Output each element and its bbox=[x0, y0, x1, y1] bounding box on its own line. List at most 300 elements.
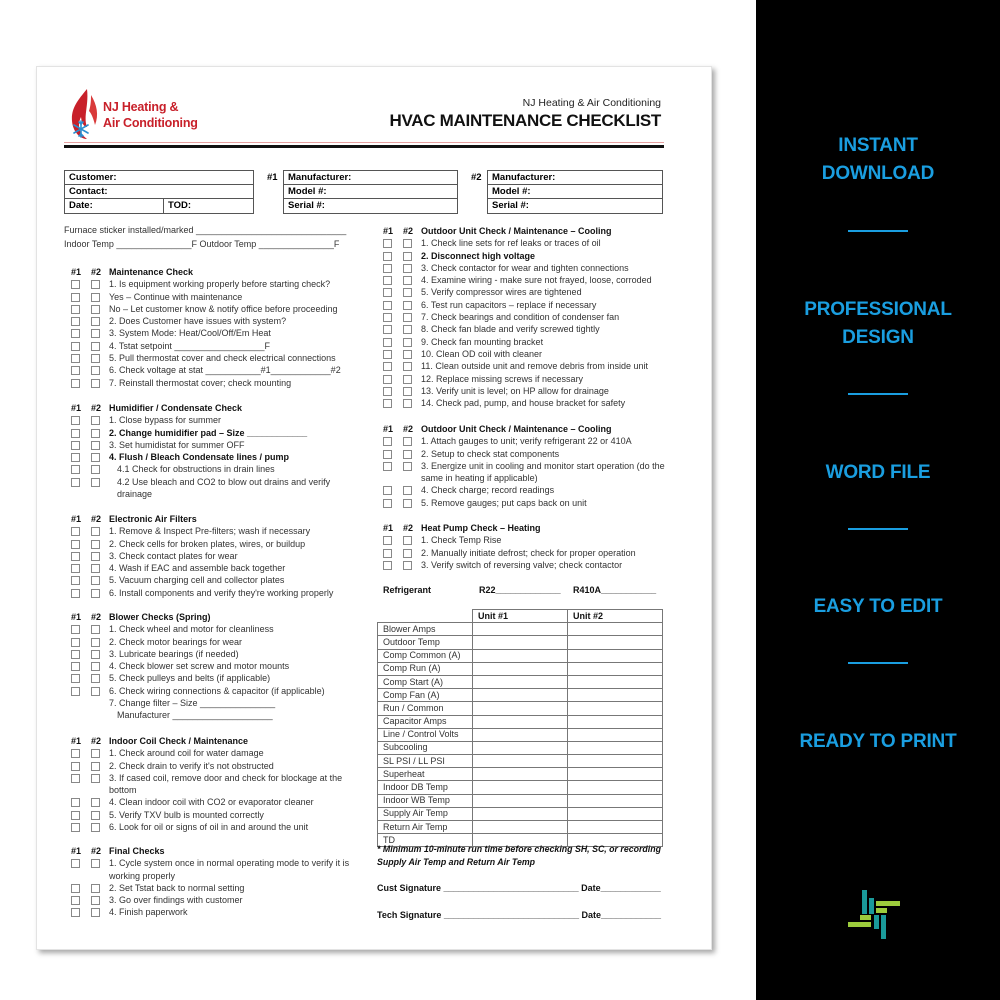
unit-1-checkbox[interactable] bbox=[71, 379, 80, 388]
section-maintenance-check bbox=[71, 266, 361, 389]
feature-easy-to-edit: EASY TO EDIT bbox=[813, 596, 943, 617]
unit-2-checkbox[interactable] bbox=[91, 908, 100, 917]
feature-word-file: WORD FILE bbox=[825, 462, 931, 483]
unit-1-cell[interactable] bbox=[473, 715, 568, 728]
unit-2-cell[interactable] bbox=[568, 689, 663, 702]
unit-2-cell[interactable] bbox=[568, 755, 663, 768]
unit-1-checkbox[interactable] bbox=[71, 908, 80, 917]
unit-2-checkbox[interactable] bbox=[403, 252, 412, 261]
table-row bbox=[378, 807, 663, 820]
unit-2-cell[interactable] bbox=[568, 649, 663, 662]
unit-1-checkbox[interactable] bbox=[383, 264, 392, 273]
unit-1-checkbox[interactable] bbox=[383, 276, 392, 285]
unit-2-checkbox[interactable] bbox=[91, 638, 100, 647]
feature-ready-to-print: READY TO PRINT bbox=[799, 731, 957, 752]
unit-1-checkbox[interactable] bbox=[71, 329, 80, 338]
checklist-item: 4. Clean indoor coil with CO2 or evaporator cleaner bbox=[71, 796, 361, 808]
checklist-item: 5. Remove gauges; put caps back on unit bbox=[383, 497, 683, 509]
unit-2-cell[interactable] bbox=[568, 675, 663, 688]
section-outdoor-unit-cooling-2 bbox=[383, 423, 683, 509]
checklist-item: 8. Check fan blade and verify screwed tightly bbox=[383, 323, 683, 335]
checklist-item: 10. Clean OD coil with cleaner bbox=[383, 348, 683, 360]
unit-2-cell[interactable] bbox=[568, 702, 663, 715]
unit-1-checkbox[interactable] bbox=[71, 429, 80, 438]
unit-1-checkbox[interactable] bbox=[71, 305, 80, 314]
checklist-item: Yes – Continue with maintenance bbox=[71, 291, 361, 303]
section-heat-pump-heating bbox=[383, 522, 683, 571]
customer-field[interactable]: Customer: bbox=[65, 171, 253, 185]
section-title: Humidifier / Condensate Check bbox=[109, 403, 243, 413]
checklist-item: 6. Check wiring connections & capacitor (if applicable) bbox=[71, 685, 361, 697]
section-header: #1 #2 Heat Pump Check – Heating bbox=[383, 523, 541, 533]
checklist-item: 3. Set humidistat for summer OFF bbox=[71, 439, 361, 451]
checklist-item: 3. Check contact plates for wear bbox=[71, 550, 361, 562]
unit-2-checkbox[interactable] bbox=[91, 674, 100, 683]
r410a-field[interactable]: R410A___________ bbox=[573, 585, 657, 595]
row-label: Blower Amps bbox=[378, 623, 473, 636]
row-label: TD bbox=[378, 834, 473, 847]
table-row bbox=[378, 702, 663, 715]
unit-1-checkbox[interactable] bbox=[71, 280, 80, 289]
section-title: Heat Pump Check – Heating bbox=[421, 523, 541, 533]
unit-2-checkbox[interactable] bbox=[91, 589, 100, 598]
checklist-item: 5. Vacuum charging cell and collector plates bbox=[71, 574, 361, 586]
row-label: Comp Start (A) bbox=[378, 675, 473, 688]
unit-2-checkbox[interactable] bbox=[403, 264, 412, 273]
feature-professional-design: PROFESSIONAL DESIGN bbox=[804, 299, 952, 348]
unit-2-checkbox[interactable] bbox=[91, 896, 100, 905]
checklist-item: 3. System Mode: Heat/Cool/Off/Em Heat bbox=[71, 327, 361, 339]
checklist-item: 4.1 Check for obstructions in drain lines bbox=[71, 463, 361, 475]
checklist-item: 11. Clean outside unit and remove debris from inside unit bbox=[383, 360, 683, 372]
unit-2-checkbox[interactable] bbox=[91, 859, 100, 868]
logo-text: NJ Heating & Air Conditioning bbox=[103, 100, 198, 130]
unit-1-checkbox[interactable] bbox=[71, 674, 80, 683]
unit-2-checkbox[interactable] bbox=[403, 536, 412, 545]
unit-2-checkbox[interactable] bbox=[91, 564, 100, 573]
section-indoor-coil bbox=[71, 735, 361, 833]
unit-2-checkbox[interactable] bbox=[91, 762, 100, 771]
checklist-item: 4. Check blower set screw and motor mounts bbox=[71, 660, 361, 672]
checklist-item: 1. Remove & Inspect Pre-filters; wash if necessary bbox=[71, 525, 361, 537]
unit-2-serial-field[interactable]: Serial #: bbox=[492, 200, 529, 211]
unit-2-cell[interactable] bbox=[568, 821, 663, 834]
row-label: Superheat bbox=[378, 768, 473, 781]
unit-2-checkbox[interactable] bbox=[403, 239, 412, 248]
feature-instant-download: INSTANT DOWNLOAD bbox=[821, 135, 935, 184]
unit-1-checkbox[interactable] bbox=[383, 313, 392, 322]
unit-1-checkbox[interactable] bbox=[383, 350, 392, 359]
checklist-item: 1. Check Temp Rise bbox=[383, 534, 683, 546]
unit-2-cell[interactable] bbox=[568, 662, 663, 675]
checklist-item: 6. Check voltage at stat ___________#1____________#2 bbox=[71, 364, 361, 376]
document-header bbox=[390, 97, 661, 131]
divider bbox=[848, 393, 908, 395]
temperature-fields[interactable]: Indoor Temp _______________F Outdoor Temp _______________F bbox=[64, 239, 340, 249]
row-label: Return Air Temp bbox=[378, 821, 473, 834]
date-field[interactable]: Date: bbox=[69, 200, 93, 211]
checklist-item: 5. Verify TXV bulb is mounted correctly bbox=[71, 809, 361, 821]
unit-1-checkbox[interactable] bbox=[383, 462, 392, 471]
checklist-item: 5. Verify compressor wires are tightened bbox=[383, 286, 683, 298]
row-label: Run / Common bbox=[378, 702, 473, 715]
section-header: #1 #2 Electronic Air Filters bbox=[71, 514, 197, 524]
unit-1-serial-field[interactable]: Serial #: bbox=[288, 200, 325, 211]
checklist-item: 3. Go over findings with customer bbox=[71, 894, 361, 906]
checklist-item: 2. Manually initiate defrost; check for proper operation bbox=[383, 547, 683, 559]
section-final-checks bbox=[71, 845, 361, 919]
unit-1-checkbox[interactable] bbox=[71, 540, 80, 549]
unit-2-checkbox[interactable] bbox=[91, 293, 100, 302]
unit-1-checkbox[interactable] bbox=[383, 561, 392, 570]
flame-snowflake-icon bbox=[69, 87, 103, 141]
unit-1-checkbox[interactable] bbox=[383, 387, 392, 396]
unit-2-checkbox[interactable] bbox=[403, 301, 412, 310]
table-row bbox=[378, 794, 663, 807]
unit-1-model-field[interactable]: Model #: bbox=[284, 185, 457, 199]
unit-2-label: #2 bbox=[471, 172, 482, 183]
unit-1-checkbox[interactable] bbox=[71, 650, 80, 659]
checklist-item: 4. Check charge; record readings bbox=[383, 484, 683, 496]
unit-2-checkbox[interactable] bbox=[91, 662, 100, 671]
checklist-item: 3. If cased coil, remove door and check for blockage at the bottom bbox=[71, 772, 361, 797]
unit-2-cell[interactable] bbox=[568, 636, 663, 649]
section-header: #1 #2 Maintenance Check bbox=[71, 267, 194, 277]
unit-2-checkbox[interactable] bbox=[403, 350, 412, 359]
unit-2-checkbox[interactable] bbox=[91, 465, 100, 474]
section-humidifier-condensate bbox=[71, 402, 361, 500]
unit-2-checkbox[interactable] bbox=[403, 362, 412, 371]
unit-1-checkbox[interactable] bbox=[383, 499, 392, 508]
unit-2-checkbox[interactable] bbox=[91, 527, 100, 536]
unit-1-checkbox[interactable] bbox=[71, 638, 80, 647]
checklist-item: 2. Does Customer have issues with system? bbox=[71, 315, 361, 327]
unit-1-cell[interactable] bbox=[473, 821, 568, 834]
table-row bbox=[378, 755, 663, 768]
checklist-item: 3. Energize unit in cooling and monitor start operation (do the same in heating if applicable) bbox=[383, 460, 683, 485]
unit-1-checkbox[interactable] bbox=[71, 564, 80, 573]
promo-panel bbox=[756, 0, 1000, 1000]
unit-2-checkbox[interactable] bbox=[403, 486, 412, 495]
checklist-item: 4. Finish paperwork bbox=[71, 906, 361, 918]
unit-1-cell[interactable] bbox=[473, 662, 568, 675]
unit-2-checkbox[interactable] bbox=[91, 366, 100, 375]
unit-1-cell[interactable] bbox=[473, 649, 568, 662]
section-title: Indoor Coil Check / Maintenance bbox=[109, 736, 249, 746]
unit-2-checkbox[interactable] bbox=[403, 325, 412, 334]
unit-1-checkbox[interactable] bbox=[71, 811, 80, 820]
company-logo bbox=[69, 87, 219, 143]
contact-field[interactable]: Contact: bbox=[65, 185, 253, 199]
unit-1-checkbox[interactable] bbox=[383, 375, 392, 384]
unit-2-cell[interactable] bbox=[568, 728, 663, 741]
unit-2-checkbox[interactable] bbox=[91, 429, 100, 438]
unit-2-checkbox[interactable] bbox=[91, 687, 100, 696]
divider bbox=[848, 230, 908, 232]
unit-1-checkbox[interactable] bbox=[383, 450, 392, 459]
divider bbox=[848, 528, 908, 530]
readings-table bbox=[377, 609, 663, 847]
checklist-item: No – Let customer know & notify office before proceeding bbox=[71, 303, 361, 315]
section-title: Outdoor Unit Check / Maintenance – Cooling bbox=[421, 226, 612, 236]
unit-1-checkbox[interactable] bbox=[71, 576, 80, 585]
unit-1-manufacturer-field[interactable]: Manufacturer: bbox=[284, 171, 457, 185]
unit-1-checkbox[interactable] bbox=[71, 465, 80, 474]
section-header: #1 #2 Indoor Coil Check / Maintenance bbox=[71, 736, 249, 746]
row-label: Comp Common (A) bbox=[378, 649, 473, 662]
header-divider-black bbox=[64, 145, 664, 148]
unit-1-checkbox[interactable] bbox=[71, 416, 80, 425]
unit-2-checkbox[interactable] bbox=[91, 342, 100, 351]
unit-2-checkbox[interactable] bbox=[403, 499, 412, 508]
unit-1-checkbox[interactable] bbox=[71, 884, 80, 893]
unit-2-checkbox[interactable] bbox=[91, 650, 100, 659]
checklist-page bbox=[36, 66, 712, 950]
unit-1-checkbox[interactable] bbox=[383, 549, 392, 558]
section-header: #1 #2 Blower Checks (Spring) bbox=[71, 612, 211, 622]
customer-info-box bbox=[64, 170, 254, 214]
unit-1-label: #1 bbox=[267, 172, 278, 183]
unit-1-checkbox[interactable] bbox=[383, 288, 392, 297]
unit-2-checkbox[interactable] bbox=[403, 375, 412, 384]
unit-1-cell[interactable] bbox=[473, 623, 568, 636]
checklist-item: 6. Test run capacitors – replace if necessary bbox=[383, 299, 683, 311]
unit-1-cell[interactable] bbox=[473, 755, 568, 768]
unit-2-checkbox[interactable] bbox=[91, 774, 100, 783]
unit-1-checkbox[interactable] bbox=[383, 239, 392, 248]
unit-2-checkbox[interactable] bbox=[91, 280, 100, 289]
checklist-item: 13. Verify unit is level; on HP allow for drainage bbox=[383, 385, 683, 397]
row-label: Comp Run (A) bbox=[378, 662, 473, 675]
unit-2-checkbox[interactable] bbox=[91, 416, 100, 425]
unit-2-cell[interactable] bbox=[568, 623, 663, 636]
checklist-item: 2. Setup to check stat components bbox=[383, 448, 683, 460]
company-name: NJ Heating & Air Conditioning bbox=[522, 97, 661, 109]
unit-2-checkbox[interactable] bbox=[403, 437, 412, 446]
table-row bbox=[378, 662, 663, 675]
refrigerant-label: Refrigerant bbox=[383, 585, 432, 595]
checklist-item: 2. Set Tstat back to normal setting bbox=[71, 882, 361, 894]
unit-1-checkbox[interactable] bbox=[71, 625, 80, 634]
unit-2-checkbox[interactable] bbox=[91, 329, 100, 338]
unit-1-checkbox[interactable] bbox=[71, 342, 80, 351]
unit-1-cell[interactable] bbox=[473, 807, 568, 820]
unit-1-cell[interactable] bbox=[473, 689, 568, 702]
unit-1-checkbox[interactable] bbox=[71, 687, 80, 696]
unit-2-checkbox[interactable] bbox=[91, 478, 100, 487]
unit-2-checkbox[interactable] bbox=[403, 387, 412, 396]
checklist-item: 5. Check pulleys and belts (if applicable) bbox=[71, 672, 361, 684]
run-time-note: * Minimum 10-minute run time before checking SH, SC, or recording Supply Air Temp and Return Air Temp bbox=[377, 844, 661, 867]
unit-2-manufacturer-field[interactable]: Manufacturer: bbox=[488, 171, 662, 185]
unit-1-checkbox[interactable] bbox=[71, 366, 80, 375]
checklist-item: 4. Examine wiring - make sure not frayed, loose, corroded bbox=[383, 274, 683, 286]
unit-2-checkbox[interactable] bbox=[403, 549, 412, 558]
unit-1-checkbox[interactable] bbox=[71, 798, 80, 807]
tech-signature-line[interactable]: Tech Signature ___________________________ Date____________ bbox=[377, 910, 662, 920]
unit-1-checkbox[interactable] bbox=[71, 749, 80, 758]
checklist-item: 4. Flush / Bleach Condensate lines / pump bbox=[71, 451, 361, 463]
unit-2-checkbox[interactable] bbox=[403, 276, 412, 285]
unit-1-checkbox[interactable] bbox=[71, 453, 80, 462]
unit-1-cell[interactable] bbox=[473, 794, 568, 807]
unit-2-model-field[interactable]: Model #: bbox=[488, 185, 662, 199]
checklist-item: 3. Check contactor for wear and tighten connections bbox=[383, 262, 683, 274]
table-header-row bbox=[378, 610, 663, 623]
table-row bbox=[378, 768, 663, 781]
unit-1-cell[interactable] bbox=[473, 675, 568, 688]
unit-2-cell[interactable] bbox=[568, 715, 663, 728]
table-row bbox=[378, 728, 663, 741]
row-label: Line / Control Volts bbox=[378, 728, 473, 741]
unit-2-checkbox[interactable] bbox=[91, 552, 100, 561]
unit-2-checkbox[interactable] bbox=[91, 811, 100, 820]
unit-2-cell[interactable] bbox=[568, 741, 663, 754]
unit-1-checkbox[interactable] bbox=[71, 859, 80, 868]
checklist-item: 6. Install components and verify they're working properly bbox=[71, 587, 361, 599]
unit-2-checkbox[interactable] bbox=[91, 823, 100, 832]
checklist-item: 1. Check line sets for ref leaks or traces of oil bbox=[383, 237, 683, 249]
unit-2-cell[interactable] bbox=[568, 807, 663, 820]
unit-2-checkbox[interactable] bbox=[403, 338, 412, 347]
section-title: Electronic Air Filters bbox=[109, 514, 197, 524]
date-tod-row bbox=[65, 199, 253, 213]
unit-1-checkbox[interactable] bbox=[383, 399, 392, 408]
r22-field[interactable]: R22_____________ bbox=[479, 585, 561, 595]
unit-2-checkbox[interactable] bbox=[91, 576, 100, 585]
unit-1-checkbox[interactable] bbox=[383, 536, 392, 545]
unit-1-checkbox[interactable] bbox=[383, 252, 392, 261]
unit-2-checkbox[interactable] bbox=[403, 450, 412, 459]
row-label: Indoor DB Temp bbox=[378, 781, 473, 794]
unit-1-cell[interactable] bbox=[473, 781, 568, 794]
table-row bbox=[378, 781, 663, 794]
unit-1-checkbox[interactable] bbox=[71, 317, 80, 326]
row-label: Supply Air Temp bbox=[378, 807, 473, 820]
row-label: Subcooling bbox=[378, 741, 473, 754]
unit-2-checkbox[interactable] bbox=[91, 354, 100, 363]
unit-1-cell[interactable] bbox=[473, 768, 568, 781]
unit-1-checkbox[interactable] bbox=[383, 486, 392, 495]
unit-2-checkbox[interactable] bbox=[91, 441, 100, 450]
unit-1-checkbox[interactable] bbox=[71, 823, 80, 832]
unit-2-checkbox[interactable] bbox=[91, 884, 100, 893]
checklist-item: 9. Check fan mounting bracket bbox=[383, 336, 683, 348]
unit-1-cell[interactable] bbox=[473, 702, 568, 715]
unit-1-cell[interactable] bbox=[473, 741, 568, 754]
checklist-item: 4.2 Use bleach and CO2 to blow out drains and verify drainage bbox=[71, 476, 361, 501]
filter-manufacturer-line: Manufacturer ____________________ bbox=[117, 710, 273, 721]
unit-2-checkbox[interactable] bbox=[403, 399, 412, 408]
unit-1-checkbox[interactable] bbox=[383, 338, 392, 347]
unit-2-checkbox[interactable] bbox=[91, 317, 100, 326]
checklist-item: 2. Check drain to verify it's not obstructed bbox=[71, 760, 361, 772]
unit-1-checkbox[interactable] bbox=[71, 293, 80, 302]
table-row bbox=[378, 636, 663, 649]
checklist-item: 3. Lubricate bearings (if needed) bbox=[71, 648, 361, 660]
unit-1-checkbox[interactable] bbox=[71, 762, 80, 771]
section-title: Maintenance Check bbox=[109, 267, 194, 277]
unit-1-checkbox[interactable] bbox=[383, 325, 392, 334]
checklist-item: 3. Verify switch of reversing valve; check contactor bbox=[383, 559, 683, 571]
checklist-item: 2. Change humidifier pad – Size ____________ bbox=[71, 427, 361, 439]
unit-1-checkbox[interactable] bbox=[71, 527, 80, 536]
unit-2-cell[interactable] bbox=[568, 768, 663, 781]
checklist-item: 2. Check cells for broken plates, wires, or buildup bbox=[71, 538, 361, 550]
divider bbox=[848, 662, 908, 664]
customer-signature-line[interactable]: Cust Signature ___________________________ Date____________ bbox=[377, 883, 661, 893]
unit-1-checkbox[interactable] bbox=[71, 774, 80, 783]
unit-2-checkbox[interactable] bbox=[403, 313, 412, 322]
unit-2-checkbox[interactable] bbox=[91, 379, 100, 388]
row-label: Indoor WB Temp bbox=[378, 794, 473, 807]
unit-1-checkbox[interactable] bbox=[383, 362, 392, 371]
unit-2-info-box bbox=[487, 170, 663, 214]
tod-field[interactable]: TOD: bbox=[163, 199, 191, 213]
row-label: Outdoor Temp bbox=[378, 636, 473, 649]
unit-1-checkbox[interactable] bbox=[71, 662, 80, 671]
unit-2-checkbox[interactable] bbox=[91, 453, 100, 462]
checklist-item: 7. Check bearings and condition of condenser fan bbox=[383, 311, 683, 323]
unit-2-checkbox[interactable] bbox=[403, 561, 412, 570]
unit-2-cell[interactable] bbox=[568, 781, 663, 794]
unit-1-checkbox[interactable] bbox=[71, 552, 80, 561]
checklist-item: 1. Close bypass for summer bbox=[71, 414, 361, 426]
unit-1-checkbox[interactable] bbox=[71, 896, 80, 905]
unit-1-info-box bbox=[283, 170, 458, 214]
unit-2-checkbox[interactable] bbox=[403, 288, 412, 297]
unit-1-cell[interactable] bbox=[473, 728, 568, 741]
section-header: #1 #2 Outdoor Unit Check / Maintenance – Cooling bbox=[383, 226, 612, 236]
checklist-item: 1. Check wheel and motor for cleanliness bbox=[71, 623, 361, 635]
table-row bbox=[378, 649, 663, 662]
checklist-item: 6. Look for oil or signs of oil in and around the unit bbox=[71, 821, 361, 833]
checklist-item: 1. Check around coil for water damage bbox=[71, 747, 361, 759]
unit-2-checkbox[interactable] bbox=[91, 798, 100, 807]
section-blower-checks bbox=[71, 611, 361, 722]
unit-2-checkbox[interactable] bbox=[91, 749, 100, 758]
page-title: HVAC MAINTENANCE CHECKLIST bbox=[389, 111, 661, 130]
unit-2-checkbox[interactable] bbox=[91, 305, 100, 314]
checklist-item: 2. Disconnect high voltage bbox=[383, 250, 683, 262]
unit-1-checkbox[interactable] bbox=[71, 354, 80, 363]
unit-2-checkbox[interactable] bbox=[403, 462, 412, 471]
table-header-unit-2: Unit #2 bbox=[568, 610, 663, 623]
section-outdoor-unit-cooling-1 bbox=[383, 225, 683, 409]
unit-1-checkbox[interactable] bbox=[71, 441, 80, 450]
unit-1-cell[interactable] bbox=[473, 636, 568, 649]
section-title: Outdoor Unit Check / Maintenance – Cooling bbox=[421, 424, 612, 434]
unit-1-checkbox[interactable] bbox=[383, 437, 392, 446]
row-label: Comp Fan (A) bbox=[378, 689, 473, 702]
table-header-unit-1: Unit #1 bbox=[473, 610, 568, 623]
section-title: Final Checks bbox=[109, 846, 165, 856]
unit-2-checkbox[interactable] bbox=[91, 540, 100, 549]
unit-1-checkbox[interactable] bbox=[71, 478, 80, 487]
table-header-blank bbox=[378, 610, 473, 623]
unit-2-cell[interactable] bbox=[568, 794, 663, 807]
table-row bbox=[378, 689, 663, 702]
checklist-item: 1. Attach gauges to unit; verify refrigerant 22 or 410A bbox=[383, 435, 683, 447]
furnace-sticker-field[interactable]: Furnace sticker installed/marked ______________________________ bbox=[64, 225, 347, 235]
unit-1-checkbox[interactable] bbox=[383, 301, 392, 310]
unit-1-checkbox[interactable] bbox=[71, 589, 80, 598]
section-header: #1 #2 Humidifier / Condensate Check bbox=[71, 403, 243, 413]
table-row bbox=[378, 623, 663, 636]
section-electronic-air-filters bbox=[71, 513, 361, 599]
header-divider-red bbox=[64, 142, 664, 143]
unit-2-checkbox[interactable] bbox=[91, 625, 100, 634]
